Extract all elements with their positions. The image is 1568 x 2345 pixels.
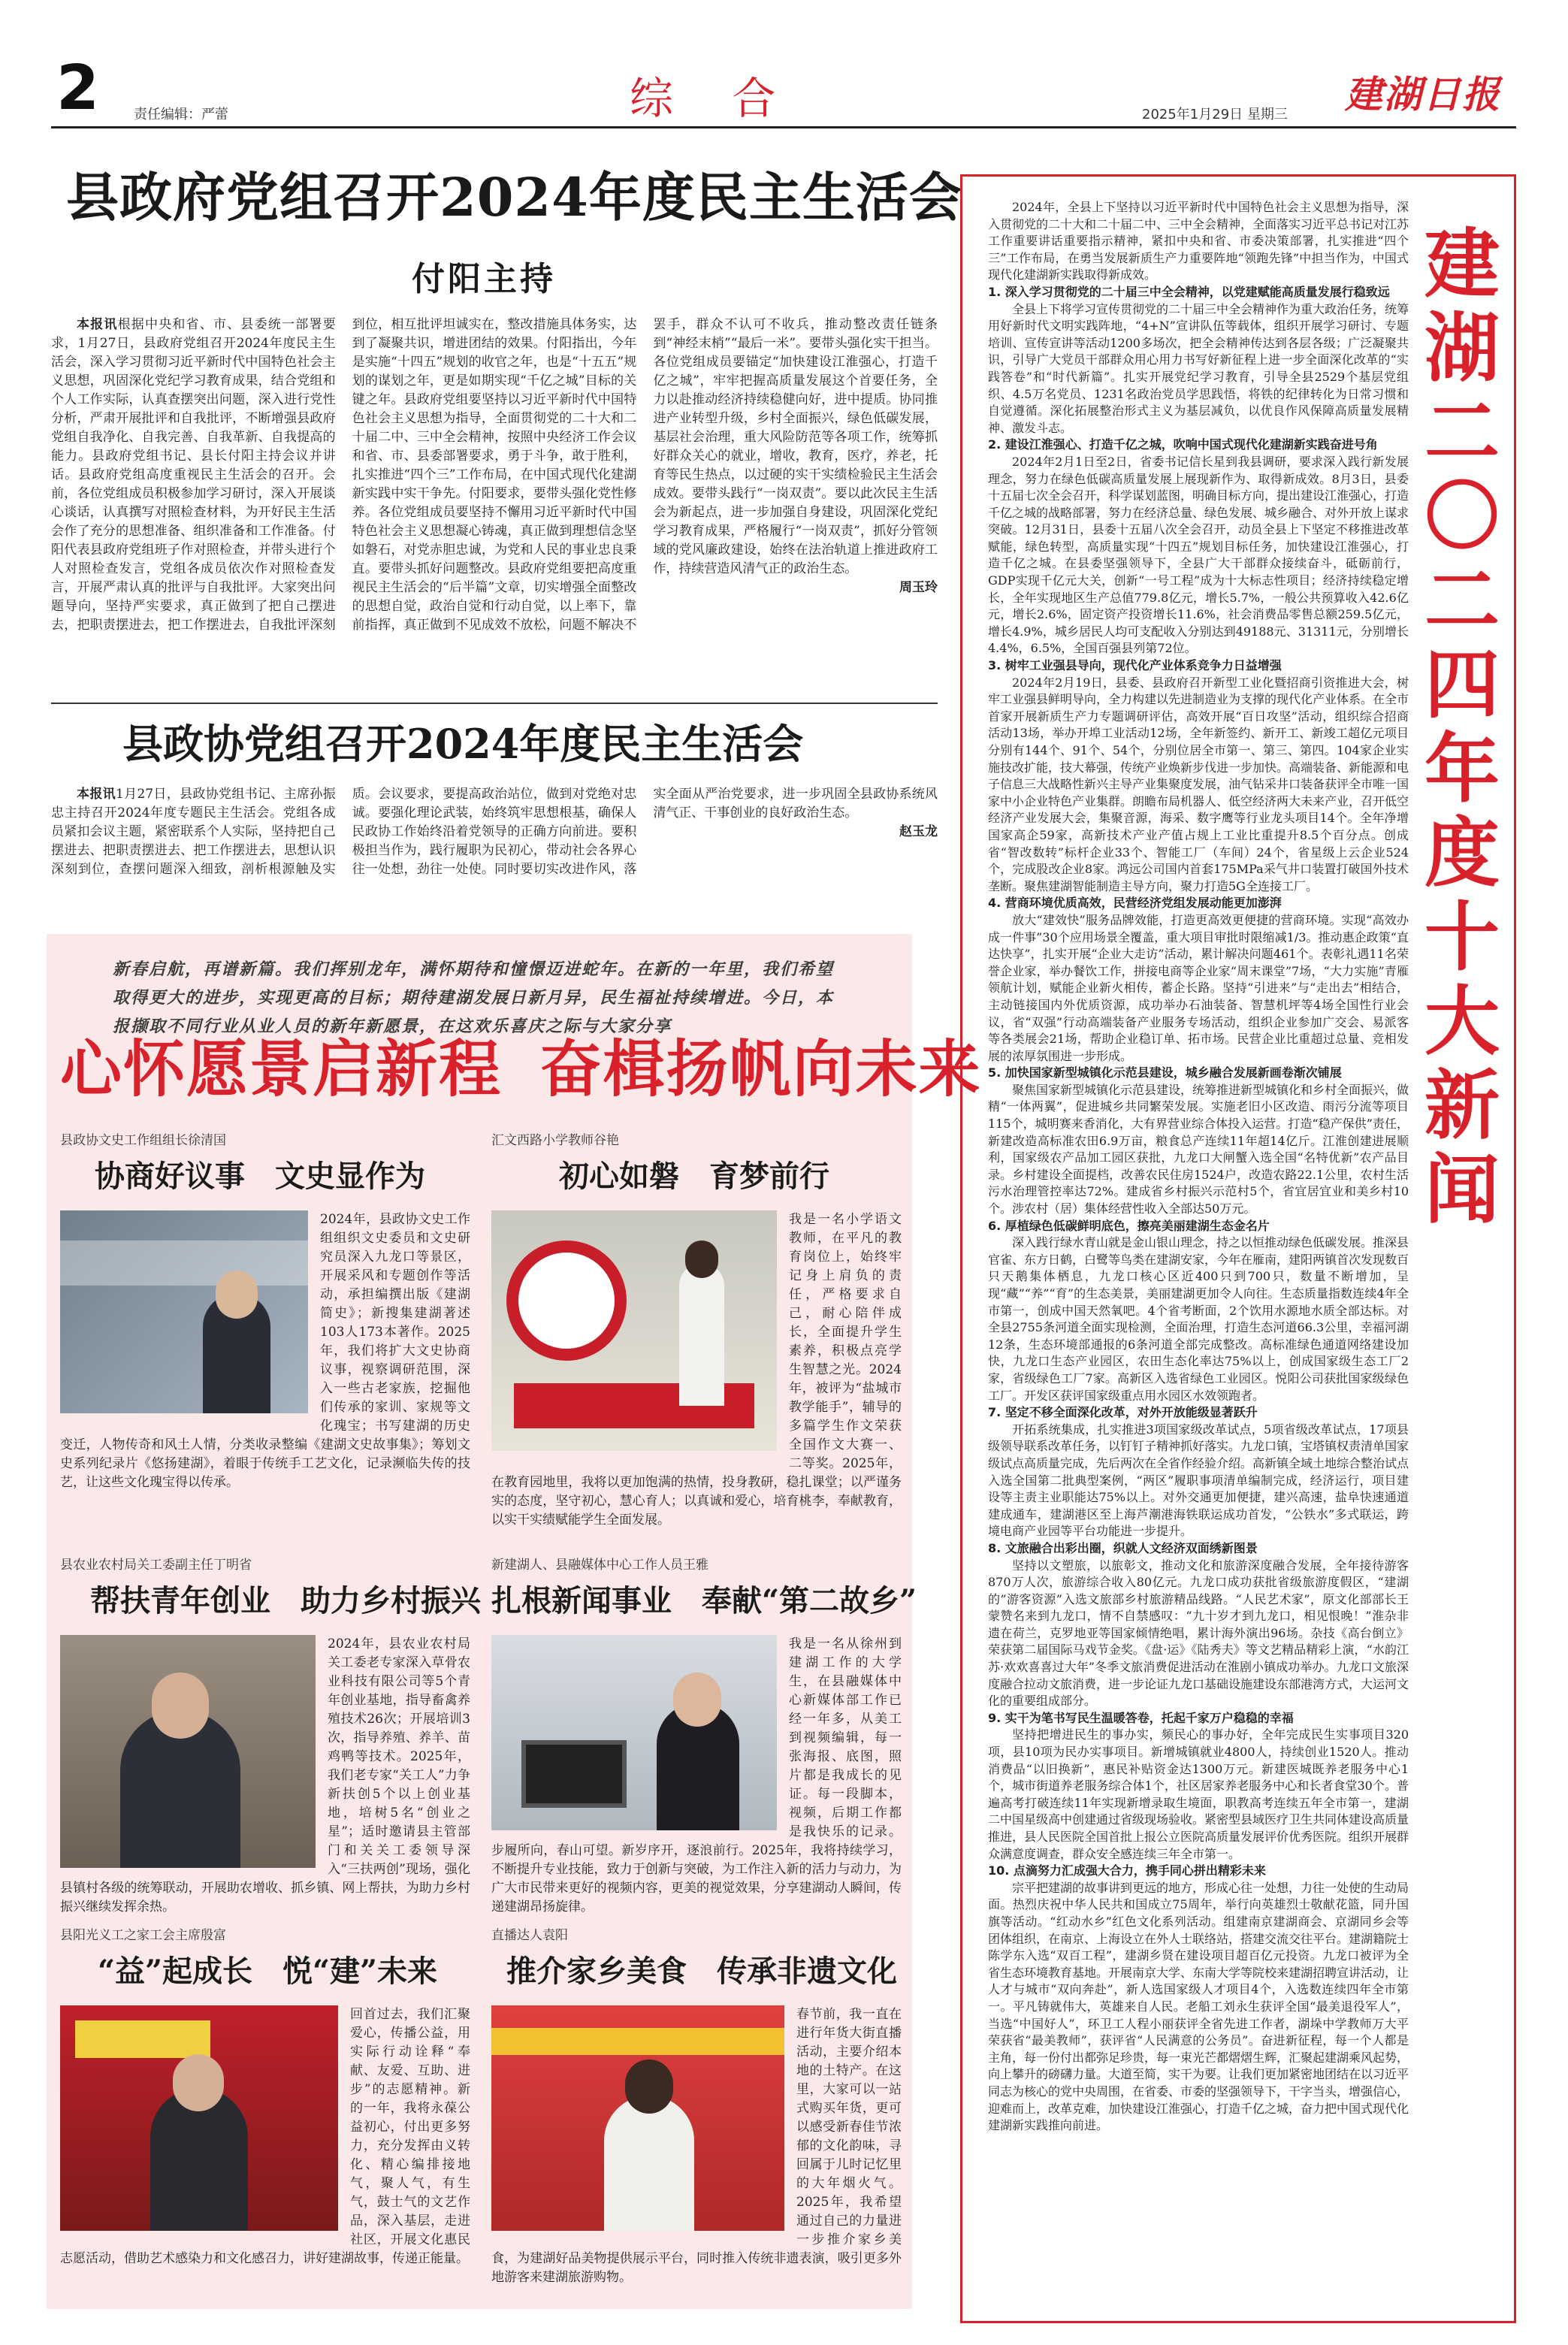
page-number: 2: [56, 53, 100, 124]
news-item: [988, 437, 1409, 657]
wish-title: 扎根新闻事业 奉献“第二故乡”: [491, 1583, 917, 1618]
wish-body: 2024年，县农业农村局关工委老专家深入草骨农业科技有限公司等5个青年创业基地，指导畜禽养殖技术26次；开展培训3次，指导养殖、养羊、苗鸡鸭等技术。2025年，我们老专家“关工人”力争新扶创5个以上创业基地，培树5名“创业之星”；适时邀请县主管部门和关关工委领导深入“三扶两创”现场，强化县镇村各级的统筹联动，开展助农增收、抓乡镇、网上帮扶，为助力乡村振兴继续发挥余热。: [60, 1636, 470, 1914]
news-item: [988, 1540, 1409, 1710]
wish-card: [491, 1554, 917, 1914]
wish-body: 回首过去，我们汇聚爱心，传播公益，用实际行动诠释“奉献、友爱、互助、进步”的志愿精神。新的一年，我将永葆公益初心，付出更多努力，充分发挥由义转化、精心编排接地气，聚人气，有生气，鼓士气的文艺作品，深入基层，走进社区，开展文化惠民志愿活动，借助艺术感染力和文化感召力，讲好建湖故事，传递正能量。: [60, 2007, 470, 2266]
wish-card: [491, 1129, 902, 1535]
wish-card: [60, 1554, 481, 1914]
wish-title: 协商好议事 文史显作为: [95, 1159, 425, 1194]
box-intro: 2024年，全县上下坚持以习近平新时代中国特色社会主义思想为指导，深入贯彻党的二十大和二十届二中、三中全会精神，全面落实习近平总书记对江苏工作重要讲话重要指示精神，紧扣中央和省、市委决策部署，扎实推进“四个三”工作布局，在勇当发展新质生产力重要阵地“领跑先锋”中担当作为，中国式现代化建湖新实践取得新成效。: [988, 200, 1409, 283]
masthead-rule: [51, 126, 1516, 128]
wish-card: [60, 1924, 470, 2300]
wish-kicker: 县阳光义工之家工会主席殷富: [60, 1928, 226, 1943]
editor-credit: 责任编辑：严蕾: [134, 107, 228, 122]
wish-title: 初心如磐 育梦前行: [559, 1159, 829, 1194]
wish-card: [60, 1129, 470, 1535]
story-lead: 本报讯: [77, 317, 118, 332]
story-divider: [51, 703, 938, 704]
news-heading: 4. 营商环境优质高效，民营经济党组发展动能更加澎湃: [988, 896, 1282, 911]
issue-date: 2025年1月29日 星期三: [1142, 107, 1288, 122]
news-text: 2024年2月19日，县委、县政府召开新型工业化暨招商引资推进大会，树牢工业强县鲜明导向，全力构建以先进制造业为支撑的现代化产业体系。在全市首家开展新质生产力专题调研评估，高效开展“百日攻坚”活动，组织综合招商活动13场，举办开埠工业活动12场，全年新签约、新开工、新竣工超亿元项目分别有144个、91个、54个，分别位居全市第一、第三、第四。104家企业实施技改扩能，技大幕强，传统产业焕新步伐进一步加快。高端装备、新能源和电子信息三大战略性新兴主导产业集聚度发展，油气钻采井口装备获评全市唯一国家中小企业特色产业集群。朗瞻布局机器人、低空经济两大未来产业，召开低空经济产业发展大会，集聚音源，海采、数字鹰等行业龙头项目14个。全年净增国家高企59家，高新技术产业产值占规上工业比重提升8.5个百分点。创成省“智改数转”标杆企业33个、智能工厂（车间）24个，省星级上云企业524个，完成股改企业8家。鸿远公司国内首套175MPa采气井口装置打破国外技术垄断。聚焦建湖智能制造主导方向，聚力打造5G全连接工厂。: [988, 675, 1409, 893]
news-heading: 5. 加快国家新型城镇化示范县建设，城乡融合发展新画卷渐次铺展: [988, 1065, 1342, 1080]
story-text: 根据中央和省、市、县委统一部署要求，1月27日，县政府党组召开2024年度民主生活会，深入学习贯彻习近平新时代中国特色社会主义思想，巩固深化党纪学习教育成果，结合党组和个人工作实际，认真查摆突出问题，深入进行党性分析，严肃开展批评和自我批评，不断增强县政府党组自我净化、自我完善、自我革新、自我提高的能力。县政府党组书记、县长付阳主持会议并讲话。县政府党组高度重视民主生活会的召开。会前，各位党组成员积极参加学习研讨，深入开展谈心谈话，认真撰写对照检查材料，为开好民主生活会作了充分的思想准备、组织准备和工作准备。付阳代表县政府党组班子作对照检查，并带头进行个人对照检查发言，党组各成员依次作对照检查发言，开展严肃认真的批评与自我批评。大家突出问题导向，坚持严实要求，真正做到了把自己摆进去，把职责摆进去，把工作摆进去，自我批评深刻到位，相互批评坦诚实在，整改措施具体务实，达到了凝聚共识，增进团结的效果。付阳指出，今年是实施“十四五”规划的收官之年，也是“十五五”规划的谋划之年，更是如期实现“千亿之城”目标的关键之年。县政府党组要坚持以习近平新时代中国特色社会主义思想为指导，全面贯彻党的二十大和二十届二中、三中全会精神，按照中央经济工作会议和省、市、县委部署要求，勇于斗争，敢于胜利，扎实推进“四个三”工作布局，在中国式现代化建湖新实践中实干争先。付阳要求，要带头强化党性修养。各位党组成员要坚持不懈用习近平新时代中国特色社会主义思想凝心铸魂，真正做到理想信念坚如磐石，对党赤胆忠诚，为党和人民的事业忠良秉直。要带头抓好问题整改。县政府党组要把高度重视民主生活会的“后半篇”文章，切实增强全面整改的思想自觉，政治自觉和行动自觉，以上率下，靠前指挥，真正做到不见成效不放松，问题不解决不罢手，群众不认可不收兵，推动整改责任链条到“神经末梢”“最后一米”。要带头强化实干担当。各位党组成员要锚定“加快建设江淮强心，打造千亿之城”，牢牢把握高质量发展这个首要任务，全力以赴推动经济持续稳健向好，进中提质。协同推进产业转型升级，乡村全面振兴，绿色低碳发展，基层社会治理，重大风险防范等各项工作，统筹抓好群众关心的就业，增收，教育，医疗，养老，托育等民生热点，以过硬的实干实绩检验民主生活会成效。要带头践行“一岗双责”。要以此次民主生活会为新起点，进一步加强自身建设，巩固深化党纪学习教育成果，严格履行“一岗双责”，抓好分管领域的党风廉政建设，始终在法治轨道上推进政府工作，持续营造风清气正的政治生态。: [51, 317, 938, 633]
story-text: 1月27日，县政协党组书记、主席孙振忠主持召开2024年度专题民主生活会。党组各成员紧扣会议主题，紧密联系个人实际，坚持把自己摆进去、把职责摆进去、把工作摆进去，思想认识深刻到位，查摆问题深入细致，剖析根源触及实质。会议要求，要提高政治站位，做到对党绝对忠诚。要强化理论武装，始终筑牢思想根基，确保人民政协工作始终沿着党领导的正确方向前进。要积极担当作为，践行履职为民初心，带动社会各界心往一处想，劲往一处使。同时要切实改进作风，落实全面从严治党要求，进一步巩固全县政协系统风清气正、干事创业的良好政治生态。: [51, 787, 938, 877]
wish-kicker: 直播达人袁阳: [491, 1928, 568, 1943]
wish-card: [491, 1924, 902, 2300]
box-body: [988, 199, 1409, 2303]
wish-body: 春节前，我一直在进行年货大街直播活动，主要介绍本地的土特产。在这里，大家可以一站式购买年货，更可以感受新春佳节浓郁的文化韵味，寻回属于儿时记忆里的大年烟火气。2025年，我希望通过自己的力量进一步推介家乡美食，为建湖好品美物提供展示平台，同时推入传统非遗表演，吸引更多外地游客来建湖旅游购物。: [491, 2007, 902, 2285]
wish-kicker: 县政协文史工作组组长徐清国: [60, 1133, 226, 1148]
story-body: [51, 785, 938, 920]
news-item: [988, 284, 1409, 437]
news-text: 宗平把建湖的故事讲到更远的地方，形成心往一处想，力往一处使的生动局面。热烈庆祝中华人民共和国成立75周年，举行向英雄烈士敬献花篮，同升国旗等活动。“红动水乡”红色文化系列活动。组建南京建湖商会、京湖同乡会等团体组织，在南京、上海设立在外人士联络站，搭建交流交往平台。建湖籍院士陈学东入选“双百工程”，建湖乡贤在建设项目超百亿元投资。九龙口被评为全省生态环境教育基地。开展南京大学、东南大学等院校来建湖招聘宣讲活动，让人才与城市“双向奔赴”，新人选国家级人才项目4个，入选数连续四年全市第一。平凡铸就伟大，英雄来自人民。老船工刘永生获评全国“最美退役军人”，当选“中国好人”，环卫工人程小丽获评全省先进工作者，湖垛中学教师万大平荣获省“最美教师”，获评省“人民满意的公务员”。奋进新征程，每一个人都是主角，每一份付出都弥足珍贵，每一束光芒都熠熠生辉，汇聚起建湖乘风起势，向上攀升的磅礴力量。大道至简，实干为要。让我们更加紧密地团结在以习近平同志为核心的党中央周围，在省委、市委的坚强领导下，干字当头，增强信心，迎难而上，改革克难，加快建设江淮强心，打造千亿之城，奋力把中国式现代化建湖新实践推向前进。: [988, 1880, 1409, 2133]
news-text: 放大“建效快”服务品牌效能，打造更高效更便捷的营商环境。实现“高效办成一件事”30个应用场景全覆盖，重大项目审批时限缩减1/3。推动惠企政策“直达快享”，扎实开展“企业大走访”活动，累计解决问题461个。表彰礼遇11名荣誉企业家，举办餐饮工作，拼接电商等企业家“周末课堂”7场，“大力实施”青雁领航计划，赋能企业新火相传，蓄企长路。坚持“引进来”与“走出去”相结合，主动链接国内外优质资源，成功举办石油装备、智慧机坪等4场全国性行业会议，省“双强”行动高端装备产业服务专场活动，组织企业参加广交会、易派客等各类展会21场，帮助企业稳订单、拓市场。民营企业比重超过总量、竞相发展的浓厚氛围进一步形成。: [988, 912, 1409, 1063]
byline: 赵玉龙: [899, 824, 938, 839]
wish-title: 帮扶青年创业 助力乡村振兴: [90, 1583, 481, 1618]
news-heading: 6. 厚植绿色低碳鲜明底色，擦亮美丽建湖生态金名片: [988, 1218, 1270, 1233]
story-body: [51, 316, 938, 669]
story-government: [51, 150, 962, 691]
news-heading: 2. 建设江淮强心、打造千亿之城，吹响中国式现代化建湖新实践奋进号角: [988, 437, 1378, 452]
news-text: 2024年2月1日至2日，省委书记信长星到我县调研，要求深入践行新发展理念，努力在绿色低碳高质量发展上展现新作为、取得新成效。8月3日，县委十五届七次全会召开，科学谋划蓝图，明确目标方向，提出建设江淮强心，打造千亿之城的战略部署，努力在经济总量、绿色发展、城乡融合、对外开放上谋求突破。12月31日，县委十五届八次全会召开，动员全县上下坚定不移推进改革赋能，绿色转型，高质量实现“十四五”规划目标任务，加快建设江淮强心，打造千亿之城。在县委坚强领导下，全县广大干部群众接续奋斗，砥砺前行，GDP实现千亿元大关，创新“一号工程”成为十大标志性项目；经济持续稳定增长，全年实现地区生产总值779.8亿元，增长5.7%，一般公共预算收入42.6亿元，增长2.6%，固定资产投资增长11.6%，社会消费品零售总额259.5亿元，增长4.9%，城乡居民人均可支配收入分别达到49188元、31311元，分别增长4.4%，6.5%，全国百强县列第72位。: [988, 454, 1409, 656]
news-item: [988, 657, 1409, 895]
wish-kicker: 汇文西路小学教师谷艳: [491, 1133, 619, 1148]
wish-title: 推介家乡美食 传承非遗文化: [506, 1954, 897, 1989]
news-heading: 7. 坚定不移全面深化改革，对外开放能级显著跃升: [988, 1405, 1258, 1420]
wish-kicker: 县农业农村局关工委副主任丁明省: [60, 1558, 252, 1573]
wish-body: 我是一名小学语文教师，在平凡的教育岗位上，始终牢记身上肩负的责任，严格要求自己，耐心陪伴成长，全面提升学生素养，积极点亮学生智慧之光。2024年，被评为“盐城市教学能手”，辅导的多篇学生作文荣获全国作文大赛一、二等奖。2025年，在教育园地里，我将以更加饱满的热情，投身教研，稳扎课堂；以严谨务实的态度，坚守初心，慧心育人；以真诚和爱心，培育桃李，奉献教育，以实干实绩赋能学生全面发展。: [491, 1212, 902, 1528]
wish-body: 我是一名从徐州到建湖工作的大学生，在县融媒体中心新媒体部工作已经一年多，从美工到视频编辑，每一张海报、底图，照片都是我成长的见证。每一段脚本，视频，后期工作都是我快乐的记录。步履所向，春山可望。新岁序开，逐浪前行。2025年，我将持续学习，不断提升专业技能，致力于创新与突破，为工作注入新的活力与动力，为广大市民带来更好的视频内容，更美的视觉效果，分享建湖动人瞬间，传递建湖昂扬旋律。: [491, 1636, 902, 1914]
news-text: 全县上下将学习宣传贯彻党的二十届三中全会精神作为重大政治任务，统筹用好新时代文明实践阵地，“4+N”宣讲队伍等载体，组织开展学习研讨、专题培训、宣传宣讲等活动1200多场次，把全会精神传达到各层各级；广泛凝聚共识，引导广大党员干部群众用心用力书写好新征程上进一步全面深化改革的“实践答卷”和“时代新篇”。扎实开展党纪学习教育，引导全县2529个基层党组织、4.5万名党员、1231名政治党员学思践悟，将铁的纪律转化为日常习惯和自觉遵循。深化拓展整治形式主义为基层减负，以优良作风保障高质量发展精神、激发斗志。: [988, 301, 1409, 435]
feature-intro: 新春启航，再谱新篇。我们挥别龙年，满怀期待和憧憬迈进蛇年。在新的一年里，我们希望取得更大的进步，实现更高的目标；期待建湖发展日新月异，民生福祉持续增进。今日，本报撷取不同行业从业人员的新年新愿景，在这欢乐喜庆之际与大家分享: [113, 959, 835, 1036]
news-heading: 3. 树牢工业强县导向，现代化产业体系竞争力日益增强: [988, 658, 1282, 673]
news-text: 坚持把增进民生的事办实，频民心的事办好，全年完成民生实事项目320项，县10项为民办实事项目。新增城镇就业4800人，持续创业1520人。推动消费品“以旧换新”，惠民补贴资金达1300万元。新建医城既养老服务中心1个，城市街道养老服务综合体1个，社区居家养老服务中心和长者食堂30个。普遍高考打破连续11年实现新增录取生境面，职教高考连续五年全市第一，建湖二中国星级高中创建通过省级现场验收。紧密型县域医疗卫生共同体建设高质量推进，县人民医院全国首批上报公立医院高质量发展评价优秀医院。组织开展群众满意度调查，群众安全感连续三年全市第一。: [988, 1727, 1409, 1861]
new-year-wishes-feature: [47, 934, 982, 2309]
news-text: 聚焦国家新型城镇化示范县建设，统筹推进新型城镇化和乡村全面振兴，做精“一体两翼”，促进城乡共同繁荣发展。实施老旧小区改造、雨污分流等项目115个，城明赛来香消化，大有界营业综合体投入运营。打造“稳产保供”责任，新建改造高标准农田6.9万亩，粮食总产连续11年超14亿斤。江淮创建进展顺利，国家级农产品加工园区获批，九龙口大闸蟹入选全国“名特优新”农产品目录。乡村建设全面提档，改善农民住房1524户，改造农路22.1公里，农村生活污水治理管控率达72%。建成省乡村振兴示范村5个，省宜居宜业和美乡村10个。涉农村（居）集体经营性收入全部达50万元。: [988, 1082, 1409, 1216]
story-headline: 县政协党组召开2024年度民主生活会: [122, 720, 804, 768]
section-name: 综 合: [630, 73, 799, 124]
news-item: [988, 1863, 1409, 2135]
story-subheadline: 付阳主持: [412, 260, 556, 298]
paper-logo: 建湖日报: [1345, 72, 1501, 116]
top-ten-news-box: [960, 174, 1516, 2323]
feature-headline: 心怀愿景启新程 奋楫扬帆向未来: [60, 1033, 982, 1105]
wish-body: 2024年，县政协文史工作组组织文史委员和文史研究员深入九龙口等景区，开展采风和专题创作等活动，承担编撰出版《建湖简史》；新搜集建湖著述103人173本著作。2025年，我们将扩大文史协商议事，视察调研范围，深入一些古老家族，挖掘他们传承的家训、家规等文化瑰宝；书写建湖的历史变迁，人物传奇和风土人情，分类收录整编《建湖文史故事集》；筹划文史系列纪录片《悠扬建湖》，着眼于传统手工艺文化，记录濒临失传的技艺，让这些文化瑰宝得以传承。: [60, 1212, 470, 1490]
news-heading: 1. 深入学习贯彻党的二十届三中全会精神，以党建赋能高质量发展行稳致远: [988, 284, 1390, 299]
story-headline: 县政府党组召开2024年度民主生活会: [66, 166, 962, 228]
wish-kicker: 新建湖人、县融媒体中心工作人员王雅: [491, 1558, 708, 1573]
story-cppcc: [51, 703, 938, 928]
masthead: [0, 0, 1568, 135]
wish-title: “益”起成长 悦“建”未来: [98, 1954, 438, 1989]
news-item: [988, 1710, 1409, 1863]
news-text: 坚持以文塑旅，以旅彰文，推动文化和旅游深度融合发展，全年接待游客870万人次，旅游综合收入80亿元。九龙口成功获批省级旅游度假区，“建湖的”游客资源”入选文旅部乡村旅游精品线路。“人民艺术家”，原文化部部长王蒙赞名来到九龙口，情不自禁感叹：“九十岁才到九龙口，相见恨晚！”淮杂非遗在荷兰，克罗地亚等国家倾情绝唱，累计海外演出96场。杂技《高台倒立》荣获第二届国际马戏节金奖。《盘·运》《陆秀夫》等文艺精品精彩上演，“水韵江苏·欢欢喜喜过大年”冬季文旅消费促进活动在淮剧小镇成功举办。九龙口文旅深度融合拉动文旅消费，进一步论证九龙口基础设施建设东部港湾方式，大运河文化的重要组成部分。: [988, 1558, 1409, 1709]
news-item: [988, 1404, 1409, 1540]
box-title: 建湖二〇二四年度十大新闻: [1424, 219, 1500, 1234]
news-item: [988, 1065, 1409, 1217]
news-heading: 8. 文旅融合出彩出圈，织就人文经济双面绣新图景: [988, 1540, 1258, 1555]
byline: 周玉玲: [899, 580, 938, 595]
news-item: [988, 1218, 1409, 1405]
news-text: 深入践行绿水青山就是金山银山理念，持之以恒推动绿色低碳发展。推深县官雀、东方日鹤，白鹭等鸟类在建湖安家，今年在雁南，建阳两镇首次发现数百只天鹅集体栖息，九龙口核心区近400只到700只，数量不断增加，呈现“藏”“养”“育”的生态美景，美丽建湖更加令人向往。生态质量指数连续4年全市第一，创成中国天然氧吧。4个省考断面，2个饮用水源地水质全部达标。对全县2755条河道全面实现检测，全面治理，打造生态河道66.3公里，幸福河湖12条，生态环境部通报的6条河道全部完成整改。高标准绿色通道网络建设加快，九龙口生态产业园区，农田生态化率达75%以上，创成国家级生态工厂2家，省级绿色工厂7家。高新区入选省绿色工业园区。悦阳公司获批国家级绿色工厂。开发区获评国家级重点用水园区水效领跑者。: [988, 1235, 1409, 1403]
news-item: [988, 895, 1409, 1065]
news-heading: 9. 实干为笔书写民生温暖答卷，托起千家万户稳稳的幸福: [988, 1710, 1294, 1725]
news-text: 开拓系统集成，扎实推进3项国家级改革试点，5项省级改革试点，17项县级领导联系改革任务，以钉钉子精神抓好落实。九龙口镇，宝塔镇权责清单国家级试点高质量完成，先后两次在全省作经验介绍。高新镇全域土地综合整治试点入选全国第二批典型案例，“两区”履职事项清单编制完成，经济运行，项目建设等主责主业职能达75%以上。对外交通更加便捷，建兴高速，盐阜快速通道建成通车，建湖港区至上海芦潮港海铁联运成功首发，“公铁水”多式联运，跨境电商产业园等平台功能进一步提升。: [988, 1422, 1409, 1539]
news-heading: 10. 点滴努力汇成强大合力，携手同心拼出精彩未来: [988, 1863, 1266, 1878]
story-lead: 本报讯: [77, 787, 116, 802]
